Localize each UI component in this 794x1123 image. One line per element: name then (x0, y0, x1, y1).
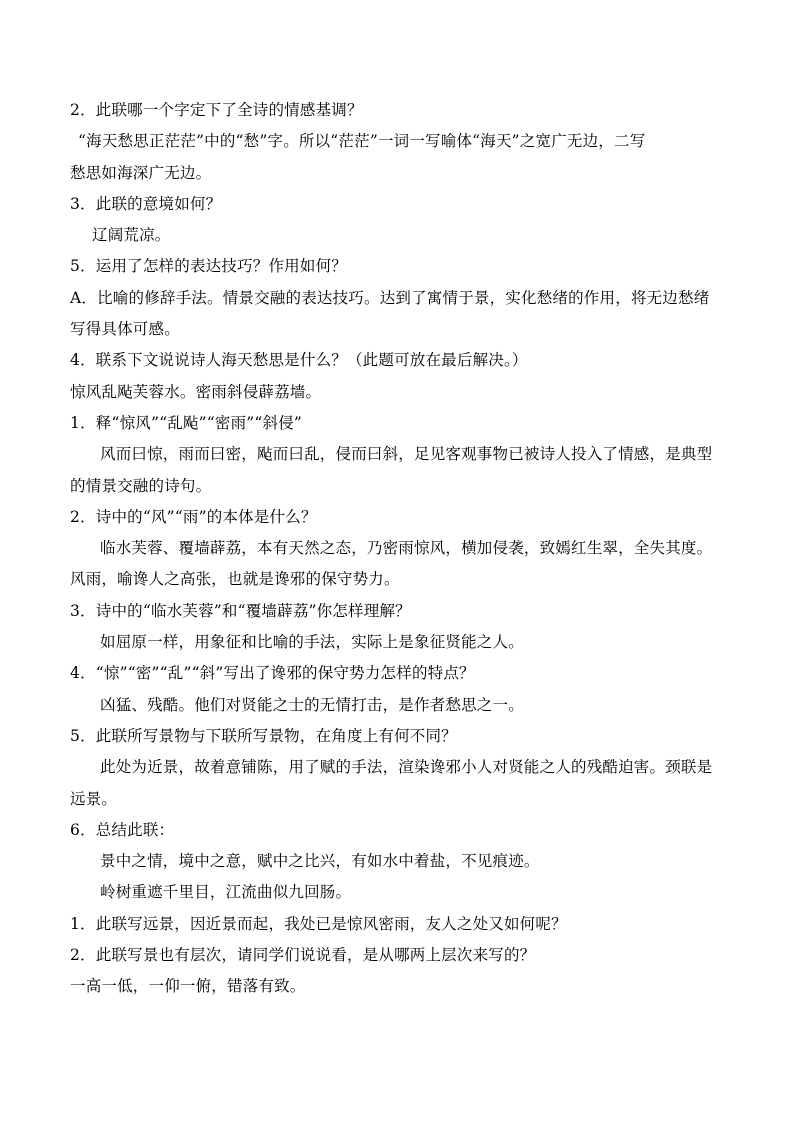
question-lotus-vine: 3．诗中的“临水芙蓉”和“覆墙薜荔”你怎样理解？ (70, 601, 411, 620)
answer-explain-words-2: 的情景交融的诗句。 (70, 476, 212, 495)
answer-levels: 一高一低，一仰一俯，错落有致。 (70, 977, 306, 996)
answer-angle-1: 此处为近景，故着意铺陈，用了赋的手法，渲染谗邪小人对贤能之人的残酷迫害。颈联是 (100, 758, 713, 777)
answer-emotional-tone-2: 愁思如海深广无边。 (70, 163, 212, 182)
document-page (70, 95, 730, 1003)
answer-explain-words-1: 风而曰惊，雨而曰密，飐而曰乱，侵而曰斜，足见客观事物已被诗人投入了情感，是典型 (100, 445, 713, 464)
question-characteristics: 4．“惊”“密”“乱”“斜”写出了谗邪的保守势力怎样的特点？ (70, 664, 475, 683)
question-emotional-tone: 2．此联哪一个字定下了全诗的情感基调？ (70, 101, 363, 119)
answer-technique-2: 写得具体可感。 (70, 320, 180, 339)
poem-line-trees-river: 岭树重遮千里目，江流曲似九回肠。 (100, 883, 352, 902)
answer-mood: 辽阔荒凉。 (92, 226, 171, 245)
answer-wind-rain-1: 临水芙蓉、覆墙薜荔，本有天然之态，乃密雨惊风，横加侵袭，致嫣红生翠，全失其度。 (100, 539, 713, 558)
answer-technique-1: A．比喻的修辞手法。情景交融的表达技巧。达到了寓情于景，实化愁绪的作用，将无边愁绪 (70, 288, 710, 307)
answer-lotus-vine: 如屈原一样，用象征和比喻的手法，实际上是象征贤能之人。 (100, 633, 524, 652)
answer-characteristics: 凶猛、残酷。他们对贤能之士的无情打击，是作者愁思之一。 (100, 695, 524, 714)
question-levels: 2．此联写景也有层次，请同学们说说看，是从哪两上层次来写的？ (70, 946, 536, 965)
question-technique: 5．运用了怎样的表达技巧？作用如何？ (70, 257, 347, 276)
answer-emotional-tone-1: “海天愁思正茫茫”中的“愁”字。所以“茫茫”一词一写喻体“海天”之宽广无边，二写 (78, 132, 646, 151)
question-explain-words: 1．释“惊风”“乱飐”“密雨”“斜侵” (70, 413, 303, 432)
summary-text: 景中之情，境中之意，赋中之比兴，有如水中着盐，不见痕迹。 (100, 852, 540, 871)
question-sorrow: 4．联系下文说说诗人海天愁思是什么？（此题可放在最后解决。） (70, 351, 528, 370)
summary-heading: 6．总结此联： (70, 820, 175, 839)
poem-line-wind-rain: 惊风乱飐芙蓉水。密雨斜侵薜荔墙。 (70, 382, 322, 401)
question-angle: 5．此联所写景物与下联所写景物，在角度上有何不同？ (70, 726, 457, 745)
question-distant-view: 1．此联写远景，因近景而起，我处已是惊风密雨，友人之处又如何呢？ (70, 914, 567, 933)
answer-angle-2: 远景。 (70, 789, 118, 808)
answer-wind-rain-2: 风雨，喻谗人之高张，也就是谗邪的保守势力。 (70, 570, 400, 589)
question-mood: 3．此联的意境如何？ (70, 194, 222, 213)
question-wind-rain-meaning: 2．诗中的“风”“雨”的本体是什么？ (70, 507, 317, 526)
